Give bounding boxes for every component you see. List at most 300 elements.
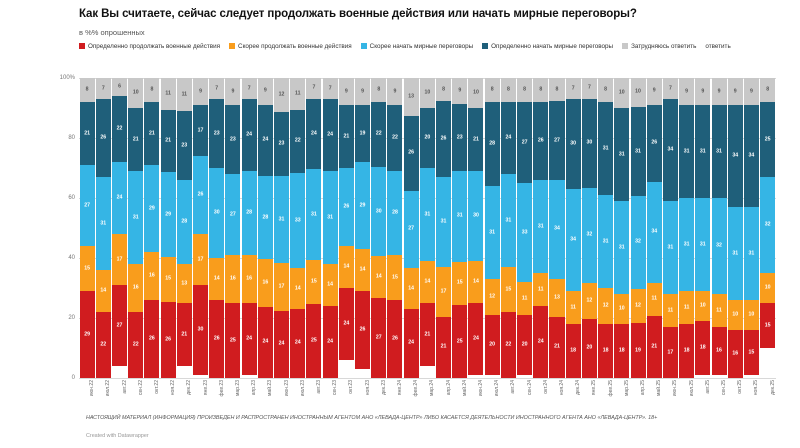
bar-segment[interactable] <box>485 102 500 186</box>
bar-segment[interactable] <box>549 180 564 279</box>
bar-column[interactable] <box>436 78 451 378</box>
bar-segment-value: 10 <box>699 302 706 309</box>
bar-segment[interactable] <box>177 180 192 264</box>
bar-segment[interactable] <box>193 234 208 285</box>
bar-segment[interactable] <box>517 282 532 315</box>
bar-segment[interactable] <box>631 107 646 196</box>
bar-segment[interactable] <box>80 102 95 165</box>
bar-segment[interactable] <box>452 78 467 104</box>
bar-segment[interactable] <box>420 168 435 261</box>
bar-segment[interactable] <box>112 162 127 234</box>
bar-segment[interactable] <box>371 78 386 102</box>
bar-segment[interactable] <box>533 180 548 273</box>
bar-segment[interactable] <box>549 78 564 101</box>
bar-segment[interactable] <box>193 105 208 156</box>
bar-segment[interactable] <box>323 171 338 264</box>
x-axis-label <box>647 380 662 412</box>
bar-column[interactable] <box>485 78 500 378</box>
bar-segment[interactable] <box>193 285 208 375</box>
bar-column[interactable] <box>387 78 402 378</box>
bar-segment-value: 31 <box>100 219 107 226</box>
bar-segment-value: 11 <box>570 303 576 310</box>
bar-segment[interactable] <box>323 78 338 99</box>
bar-segment[interactable] <box>355 291 370 369</box>
bar-segment[interactable] <box>209 78 224 99</box>
bar-segment[interactable] <box>355 162 370 249</box>
bar-segment[interactable] <box>177 78 192 111</box>
bar-segment[interactable] <box>566 324 581 378</box>
bar-column[interactable] <box>177 78 192 378</box>
bar-segment[interactable] <box>242 99 257 171</box>
bar-segment[interactable] <box>647 105 662 182</box>
bar-segment[interactable] <box>436 78 451 101</box>
x-axis-label <box>485 380 500 412</box>
bar-segment[interactable] <box>144 102 159 165</box>
bar-segment[interactable] <box>80 291 95 378</box>
bar-segment[interactable] <box>452 104 467 171</box>
bar-segment[interactable] <box>242 171 257 255</box>
bar-segment[interactable] <box>420 108 435 168</box>
bar-segment[interactable] <box>614 108 629 201</box>
bar-segment[interactable] <box>663 327 678 378</box>
bar-segment[interactable] <box>614 78 629 108</box>
bar-segment-value: 31 <box>132 213 139 220</box>
bar-segment[interactable] <box>533 306 548 378</box>
bar-segment[interactable] <box>355 249 370 291</box>
bar-segment[interactable] <box>501 102 516 174</box>
bar-segment[interactable] <box>323 306 338 378</box>
bar-segment[interactable] <box>517 315 532 375</box>
bar-segment[interactable] <box>468 78 483 108</box>
bar-segment[interactable] <box>258 105 273 176</box>
bar-segment[interactable] <box>112 96 127 162</box>
bar-segment[interactable] <box>663 78 678 99</box>
legend-item[interactable] <box>482 42 613 51</box>
bar-segment[interactable] <box>420 261 435 303</box>
bar-segment[interactable] <box>112 78 127 96</box>
bar-segment[interactable] <box>80 246 95 291</box>
bar-segment[interactable] <box>339 78 354 105</box>
bar-segment[interactable] <box>582 188 597 283</box>
bar-segment[interactable] <box>339 288 354 360</box>
x-axis-label-text: июн.24 <box>477 380 484 397</box>
bar-segment[interactable] <box>728 300 743 330</box>
bar-segment[interactable] <box>242 303 257 375</box>
bar-segment-value: 11 <box>521 294 528 301</box>
bar-segment[interactable] <box>452 171 467 261</box>
bar-segment-value: 21 <box>424 330 431 337</box>
bar-segment[interactable] <box>533 78 548 102</box>
bar-column[interactable] <box>501 78 516 378</box>
bar-segment[interactable] <box>387 78 402 105</box>
bar-segment-value: 12 <box>635 302 641 309</box>
bar-segment[interactable] <box>209 300 224 378</box>
bar-column[interactable] <box>452 78 467 378</box>
bar-segment[interactable] <box>436 317 451 378</box>
bar-segment[interactable] <box>436 101 451 177</box>
bar-segment[interactable] <box>420 78 435 108</box>
bar-segment[interactable] <box>679 198 694 291</box>
bar-segment[interactable] <box>306 169 321 260</box>
bar-segment[interactable] <box>663 294 678 327</box>
bar-segment[interactable] <box>96 177 111 270</box>
bar-segment[interactable] <box>112 234 127 285</box>
bar-column[interactable] <box>323 78 338 378</box>
bar-segment[interactable] <box>744 78 759 105</box>
bar-column[interactable] <box>339 78 354 378</box>
bar-segment[interactable] <box>695 105 710 198</box>
bar-segment[interactable] <box>404 268 419 308</box>
bar-segment[interactable] <box>468 171 483 261</box>
bar-segment[interactable] <box>274 263 289 311</box>
bar-segment[interactable] <box>355 78 370 105</box>
bar-segment[interactable] <box>501 267 516 312</box>
bar-segment[interactable] <box>760 102 775 177</box>
bar-segment[interactable] <box>695 321 710 375</box>
bar-segment[interactable] <box>566 78 581 99</box>
bar-segment[interactable] <box>274 311 289 378</box>
bar-segment[interactable] <box>290 309 305 378</box>
bar-segment[interactable] <box>566 291 581 324</box>
bar-column[interactable] <box>679 78 694 378</box>
bar-column[interactable] <box>209 78 224 378</box>
bar-segment[interactable] <box>96 78 111 99</box>
bar-column[interactable] <box>533 78 548 378</box>
x-axis-label-text: фев.24 <box>413 380 420 397</box>
bar-segment[interactable] <box>631 289 646 324</box>
bar-segment[interactable] <box>517 78 532 102</box>
bar-segment-value: 16 <box>262 279 269 286</box>
bar-segment[interactable] <box>549 317 564 378</box>
bar-column[interactable] <box>161 78 176 378</box>
bar-segment[interactable] <box>404 116 419 191</box>
bar-segment[interactable] <box>679 291 694 324</box>
x-axis-label-text: сен.25 <box>721 380 728 395</box>
bar-segment[interactable] <box>679 105 694 198</box>
legend-item[interactable] <box>622 42 696 51</box>
bar-segment[interactable] <box>339 105 354 168</box>
bar-segment[interactable] <box>161 257 176 301</box>
bar-segment-value: 8 <box>766 86 770 93</box>
bar-segment[interactable] <box>80 78 95 102</box>
bar-segment[interactable] <box>225 174 240 255</box>
bar-segment[interactable] <box>128 108 143 171</box>
bar-column[interactable] <box>744 78 759 378</box>
bar-segment[interactable] <box>647 182 662 283</box>
bar-segment[interactable] <box>744 300 759 330</box>
bar-segment[interactable] <box>371 256 386 298</box>
bar-segment-value: 26 <box>165 336 171 343</box>
bar-segment[interactable] <box>290 110 305 173</box>
bar-segment[interactable] <box>371 298 386 378</box>
bar-column[interactable] <box>468 78 483 378</box>
bar-segment-value: 7 <box>668 84 672 91</box>
bar-segment[interactable] <box>209 168 224 258</box>
bar-segment[interactable] <box>225 105 240 174</box>
bar-segment[interactable] <box>128 312 143 378</box>
bar-segment-value: 21 <box>554 343 560 350</box>
bar-segment[interactable] <box>614 324 629 378</box>
bar-segment[interactable] <box>96 99 111 177</box>
bar-segment[interactable] <box>258 78 273 105</box>
bar-segment[interactable] <box>371 102 386 167</box>
bar-segment-value: 26 <box>213 335 220 342</box>
bar-segment[interactable] <box>80 165 95 246</box>
bar-segment-value: 9 <box>458 87 462 94</box>
x-axis-label-text: апр.24 <box>445 380 452 396</box>
bar-column[interactable] <box>598 78 613 378</box>
bar-column[interactable] <box>128 78 143 378</box>
x-axis-label <box>96 380 111 412</box>
bar-segment[interactable] <box>355 105 370 162</box>
bar-segment[interactable] <box>144 165 159 252</box>
bar-segment[interactable] <box>420 303 435 366</box>
bar-column[interactable] <box>549 78 564 378</box>
bar-segment[interactable] <box>161 110 176 172</box>
bar-column[interactable] <box>290 78 305 378</box>
bar-segment[interactable] <box>549 279 564 317</box>
bar-segment-value: 28 <box>246 209 253 216</box>
bar-segment[interactable] <box>128 78 143 108</box>
bar-segment[interactable] <box>306 304 321 378</box>
bar-segment[interactable] <box>339 246 354 288</box>
bar-column[interactable] <box>647 78 662 378</box>
bar-segment[interactable] <box>404 78 419 116</box>
bar-segment-value: 26 <box>651 139 658 146</box>
legend-item[interactable] <box>705 42 730 51</box>
bar-column[interactable] <box>242 78 257 378</box>
bar-segment[interactable] <box>144 300 159 378</box>
bar-column[interactable] <box>96 78 111 378</box>
bar-segment[interactable] <box>290 268 305 308</box>
bar-segment[interactable] <box>193 156 208 234</box>
bar-segment[interactable] <box>566 189 581 291</box>
bar-segment[interactable] <box>631 78 646 107</box>
bar-segment[interactable] <box>679 78 694 105</box>
bar-segment[interactable] <box>728 330 743 378</box>
bar-segment[interactable] <box>306 260 321 304</box>
bar-column[interactable] <box>517 78 532 378</box>
bar-segment[interactable] <box>695 78 710 105</box>
bar-column[interactable] <box>566 78 581 378</box>
bar-segment[interactable] <box>242 255 257 303</box>
bar-segment[interactable] <box>258 176 273 259</box>
bar-column[interactable] <box>355 78 370 378</box>
bar-column[interactable] <box>712 78 727 378</box>
bar-segment-value: 31 <box>699 147 706 154</box>
bar-segment[interactable] <box>258 307 273 378</box>
bar-segment[interactable] <box>177 111 192 180</box>
bar-segment[interactable] <box>161 172 176 257</box>
bar-column[interactable] <box>582 78 597 378</box>
bar-segment[interactable] <box>290 78 305 110</box>
bar-segment[interactable] <box>193 78 208 105</box>
bar-segment[interactable] <box>517 102 532 183</box>
bar-column[interactable] <box>80 78 95 378</box>
bar-column[interactable] <box>193 78 208 378</box>
bar-column[interactable] <box>695 78 710 378</box>
bar-segment[interactable] <box>452 262 467 306</box>
bar-segment[interactable] <box>712 327 727 375</box>
bar-segment[interactable] <box>582 283 597 319</box>
bar-segment[interactable] <box>468 303 483 375</box>
bar-segment[interactable] <box>404 309 419 378</box>
bar-segment[interactable] <box>760 303 775 348</box>
legend-item[interactable] <box>229 42 352 51</box>
bar-segment[interactable] <box>566 99 581 189</box>
bar-column[interactable] <box>663 78 678 378</box>
legend-item[interactable] <box>79 42 220 51</box>
bar-segment[interactable] <box>582 78 597 99</box>
bar-segment[interactable] <box>371 167 386 256</box>
bar-segment[interactable] <box>695 291 710 321</box>
bar-column[interactable] <box>225 78 240 378</box>
bar-segment[interactable] <box>728 105 743 207</box>
bar-segment[interactable] <box>712 105 727 198</box>
bar-segment[interactable] <box>598 78 613 102</box>
bar-segment[interactable] <box>485 78 500 102</box>
bar-segment-value: 31 <box>327 213 334 220</box>
bar-segment[interactable] <box>712 294 727 327</box>
bar-segment[interactable] <box>647 316 662 378</box>
bar-segment[interactable] <box>128 171 143 264</box>
bar-segment[interactable] <box>549 101 564 180</box>
bar-segment[interactable] <box>161 78 176 110</box>
bar-segment[interactable] <box>744 207 759 300</box>
bar-segment[interactable] <box>582 319 597 378</box>
bar-segment[interactable] <box>274 176 289 263</box>
bar-segment-value: 24 <box>327 131 334 138</box>
bar-segment[interactable] <box>387 105 402 171</box>
bar-segment[interactable] <box>517 183 532 282</box>
bar-segment[interactable] <box>436 177 451 267</box>
bar-column[interactable] <box>404 78 419 378</box>
bar-segment[interactable] <box>598 102 613 195</box>
bar-segment[interactable] <box>728 207 743 300</box>
bar-segment[interactable] <box>744 105 759 207</box>
bar-segment[interactable] <box>225 255 240 303</box>
bar-segment[interactable] <box>728 78 743 105</box>
bar-segment[interactable] <box>695 198 710 291</box>
bar-column[interactable] <box>728 78 743 378</box>
bar-segment[interactable] <box>533 273 548 306</box>
bar-segment[interactable] <box>760 273 775 303</box>
bar-segment[interactable] <box>582 99 597 188</box>
bar-segment[interactable] <box>533 102 548 180</box>
bar-segment[interactable] <box>647 78 662 105</box>
bar-column[interactable] <box>274 78 289 378</box>
bar-segment[interactable] <box>209 258 224 300</box>
bar-segment[interactable] <box>225 303 240 378</box>
bar-segment[interactable] <box>598 324 613 378</box>
bar-segment[interactable] <box>452 305 467 378</box>
bar-segment[interactable] <box>177 264 192 303</box>
bar-segment[interactable] <box>598 195 613 288</box>
bar-column[interactable] <box>112 78 127 378</box>
bar-segment[interactable] <box>679 324 694 378</box>
bar-segment[interactable] <box>436 267 451 317</box>
bar-segment[interactable] <box>258 259 273 307</box>
bar-segment[interactable] <box>760 78 775 102</box>
bar-segment-value: 12 <box>602 302 609 309</box>
bar-segment-value: 31 <box>602 237 609 244</box>
bar-segment-value: 29 <box>165 211 171 218</box>
bar-segment[interactable] <box>614 294 629 324</box>
bar-segment[interactable] <box>712 78 727 105</box>
bar-segment[interactable] <box>96 270 111 312</box>
bar-segment[interactable] <box>144 78 159 102</box>
bar-segment[interactable] <box>501 78 516 102</box>
bar-segment-value: 11 <box>165 90 171 97</box>
bar-segment[interactable] <box>468 108 483 171</box>
bar-column[interactable] <box>258 78 273 378</box>
bar-segment[interactable] <box>96 312 111 378</box>
stacked-bars <box>79 78 776 378</box>
bar-segment[interactable] <box>274 78 289 112</box>
bar-segment[interactable] <box>663 201 678 294</box>
bar-segment[interactable] <box>631 323 646 378</box>
bar-column[interactable] <box>306 78 321 378</box>
bar-segment[interactable] <box>501 312 516 378</box>
bar-column[interactable] <box>420 78 435 378</box>
bar-segment[interactable] <box>290 173 305 268</box>
bar-segment[interactable] <box>128 264 143 312</box>
bar-column[interactable] <box>631 78 646 378</box>
bar-segment[interactable] <box>306 78 321 99</box>
bar-segment[interactable] <box>242 78 257 99</box>
bar-segment[interactable] <box>339 168 354 246</box>
bar-segment[interactable] <box>387 255 402 300</box>
bar-segment[interactable] <box>209 99 224 168</box>
bar-segment[interactable] <box>468 261 483 303</box>
bar-segment[interactable] <box>598 288 613 324</box>
bar-segment-value: 15 <box>456 279 463 286</box>
bar-segment[interactable] <box>144 252 159 300</box>
bar-segment[interactable] <box>306 99 321 170</box>
bar-segment[interactable] <box>161 302 176 378</box>
bar-segment[interactable] <box>387 171 402 255</box>
bar-segment[interactable] <box>485 279 500 315</box>
bar-segment[interactable] <box>663 99 678 201</box>
bar-segment-value: 25 <box>230 336 236 343</box>
legend-item[interactable] <box>361 42 474 51</box>
bar-segment[interactable] <box>760 177 775 273</box>
bar-segment[interactable] <box>501 174 516 267</box>
bar-segment[interactable] <box>323 99 338 171</box>
bar-segment[interactable] <box>323 264 338 306</box>
bar-segment[interactable] <box>744 330 759 375</box>
bar-segment[interactable] <box>631 196 646 288</box>
bar-column[interactable] <box>760 78 775 378</box>
bar-segment[interactable] <box>485 315 500 375</box>
bar-segment[interactable] <box>647 283 662 316</box>
bar-segment-value: 34 <box>554 225 560 232</box>
bar-segment[interactable] <box>112 285 127 366</box>
x-axis-label-text: авг.25 <box>704 380 711 394</box>
bar-segment[interactable] <box>404 191 419 269</box>
bar-column[interactable] <box>371 78 386 378</box>
bar-segment[interactable] <box>485 186 500 279</box>
bar-segment[interactable] <box>712 198 727 294</box>
bar-column[interactable] <box>144 78 159 378</box>
bar-segment[interactable] <box>177 303 192 366</box>
bar-segment[interactable] <box>387 300 402 378</box>
bar-column[interactable] <box>614 78 629 378</box>
bar-segment[interactable] <box>225 78 240 105</box>
bar-segment[interactable] <box>274 112 289 176</box>
bar-segment[interactable] <box>614 201 629 294</box>
legend-label: Затрудняюсь ответить <box>631 43 697 50</box>
